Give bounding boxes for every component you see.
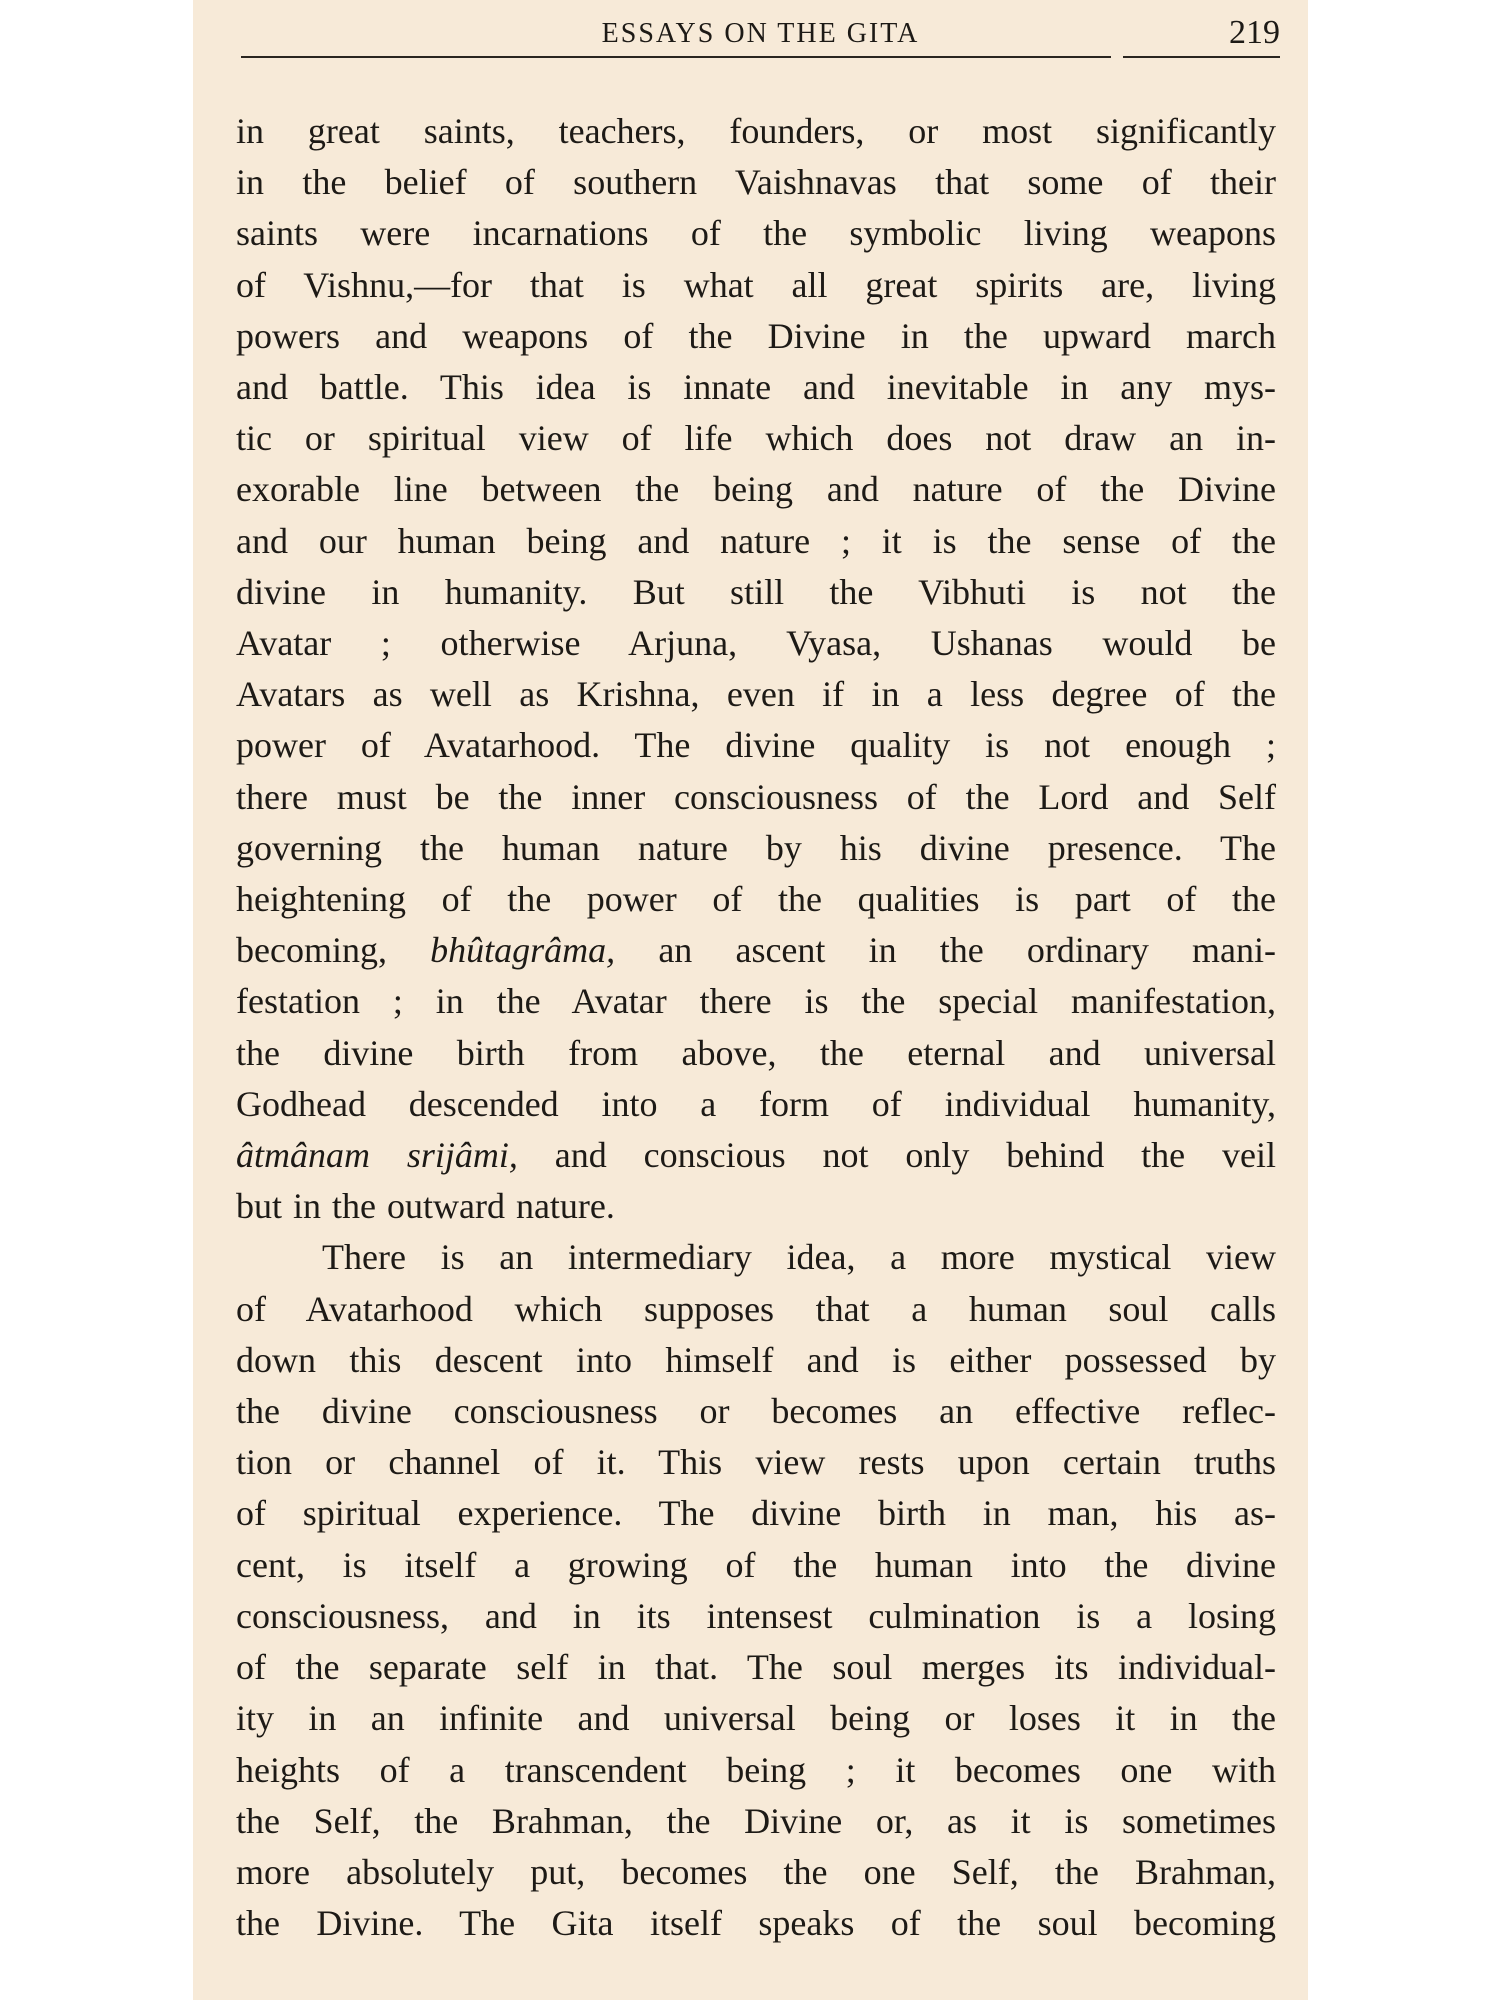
text-line: the divine birth from above, the eternal and universal xyxy=(236,1032,1276,1073)
text-line: more absolutely put, becomes the one Self, the Brahman, xyxy=(236,1851,1276,1892)
text-line: in great saints, teachers, founders, or most significantly xyxy=(236,111,1276,151)
text-line: tion or channel of it. This view rests upon certain truths xyxy=(236,1442,1276,1483)
text-line: consciousness, and in its intensest culmination is a losing xyxy=(236,1595,1276,1636)
text-line: heights of a transcendent being ; it becomes one with xyxy=(236,1749,1276,1790)
text-line: heightening of the power of the qualities is part of the xyxy=(236,879,1276,920)
text-line: and our human being and nature ; it is the sense of the xyxy=(236,520,1276,561)
text-line: divine in humanity. But still the Vibhuti is not the xyxy=(236,571,1276,612)
text-line: cent, is itself a growing of the human into the divine xyxy=(236,1544,1276,1585)
text-line: there must be the inner consciousness of the Lord and Self xyxy=(236,776,1276,817)
text-line: Avatars as well as Krishna, even if in a less degree of the xyxy=(236,674,1276,715)
text-line: Avatar ; otherwise Arjuna, Vyasa, Ushanas would be xyxy=(236,623,1276,664)
text-line: saints were incarnations of the symbolic living weapons xyxy=(236,213,1276,254)
text-line: Godhead descended into a form of individual humanity, xyxy=(236,1083,1276,1124)
text-run: and conscious not only behind the veil xyxy=(517,1135,1276,1176)
header-rule-right xyxy=(1123,56,1280,58)
text-line: the divine consciousness or becomes an effective reflec- xyxy=(236,1391,1276,1432)
paragraph xyxy=(236,1232,1276,1949)
text-line xyxy=(236,925,1276,976)
text-line xyxy=(236,1130,1276,1181)
header-rule xyxy=(241,56,1111,58)
text-line: down this descent into himself and is either possessed by xyxy=(236,1339,1276,1380)
text-line: and battle. This idea is innate and inevitable in any mys- xyxy=(236,367,1276,408)
italic-term: âtmânam srijâmi, xyxy=(236,1135,518,1176)
text-line: of Avatarhood which supposes that a human soul calls xyxy=(236,1288,1276,1329)
text-line: governing the human nature by his divine presence. The xyxy=(236,827,1276,868)
text-line: but in the outward nature. xyxy=(236,1186,615,1227)
text-line: festation ; in the Avatar there is the special manifestation, xyxy=(236,981,1276,1022)
text-line: powers and weapons of the Divine in the upward march xyxy=(236,315,1276,356)
italic-term: bhûtagrâma, xyxy=(430,930,616,971)
text-line: power of Avatarhood. The divine quality is not enough ; xyxy=(236,725,1276,766)
text-run: an ascent in the ordinary mani- xyxy=(615,930,1276,971)
text-line: the Self, the Brahman, the Divine or, as it is sometimes xyxy=(236,1800,1276,1841)
body-text xyxy=(236,106,1276,1949)
text-line: of the separate self in that. The soul merges its individual- xyxy=(236,1647,1276,1688)
page-header xyxy=(241,12,1280,62)
running-head: ESSAYS ON THE GITA xyxy=(601,18,920,49)
text-line: the Divine. The Gita itself speaks of the soul becoming xyxy=(236,1903,1276,1944)
text-run: becoming, xyxy=(236,930,431,971)
text-line: of Vishnu,—for that is what all great spirits are, living xyxy=(236,264,1276,305)
page-number: 219 xyxy=(1229,14,1280,51)
paragraph xyxy=(236,106,1276,1232)
text-line: ity in an infinite and universal being or loses it in the xyxy=(236,1698,1276,1739)
book-page xyxy=(193,0,1308,2000)
text-line: of spiritual experience. The divine birth in man, his as- xyxy=(236,1493,1276,1534)
text-line: There is an intermediary idea, a more mystical view xyxy=(322,1237,1276,1278)
text-line: in the belief of southern Vaishnavas that some of their xyxy=(236,162,1276,203)
text-line: exorable line between the being and nature of the Divine xyxy=(236,469,1276,510)
text-line: tic or spiritual view of life which does not draw an in- xyxy=(236,418,1276,459)
